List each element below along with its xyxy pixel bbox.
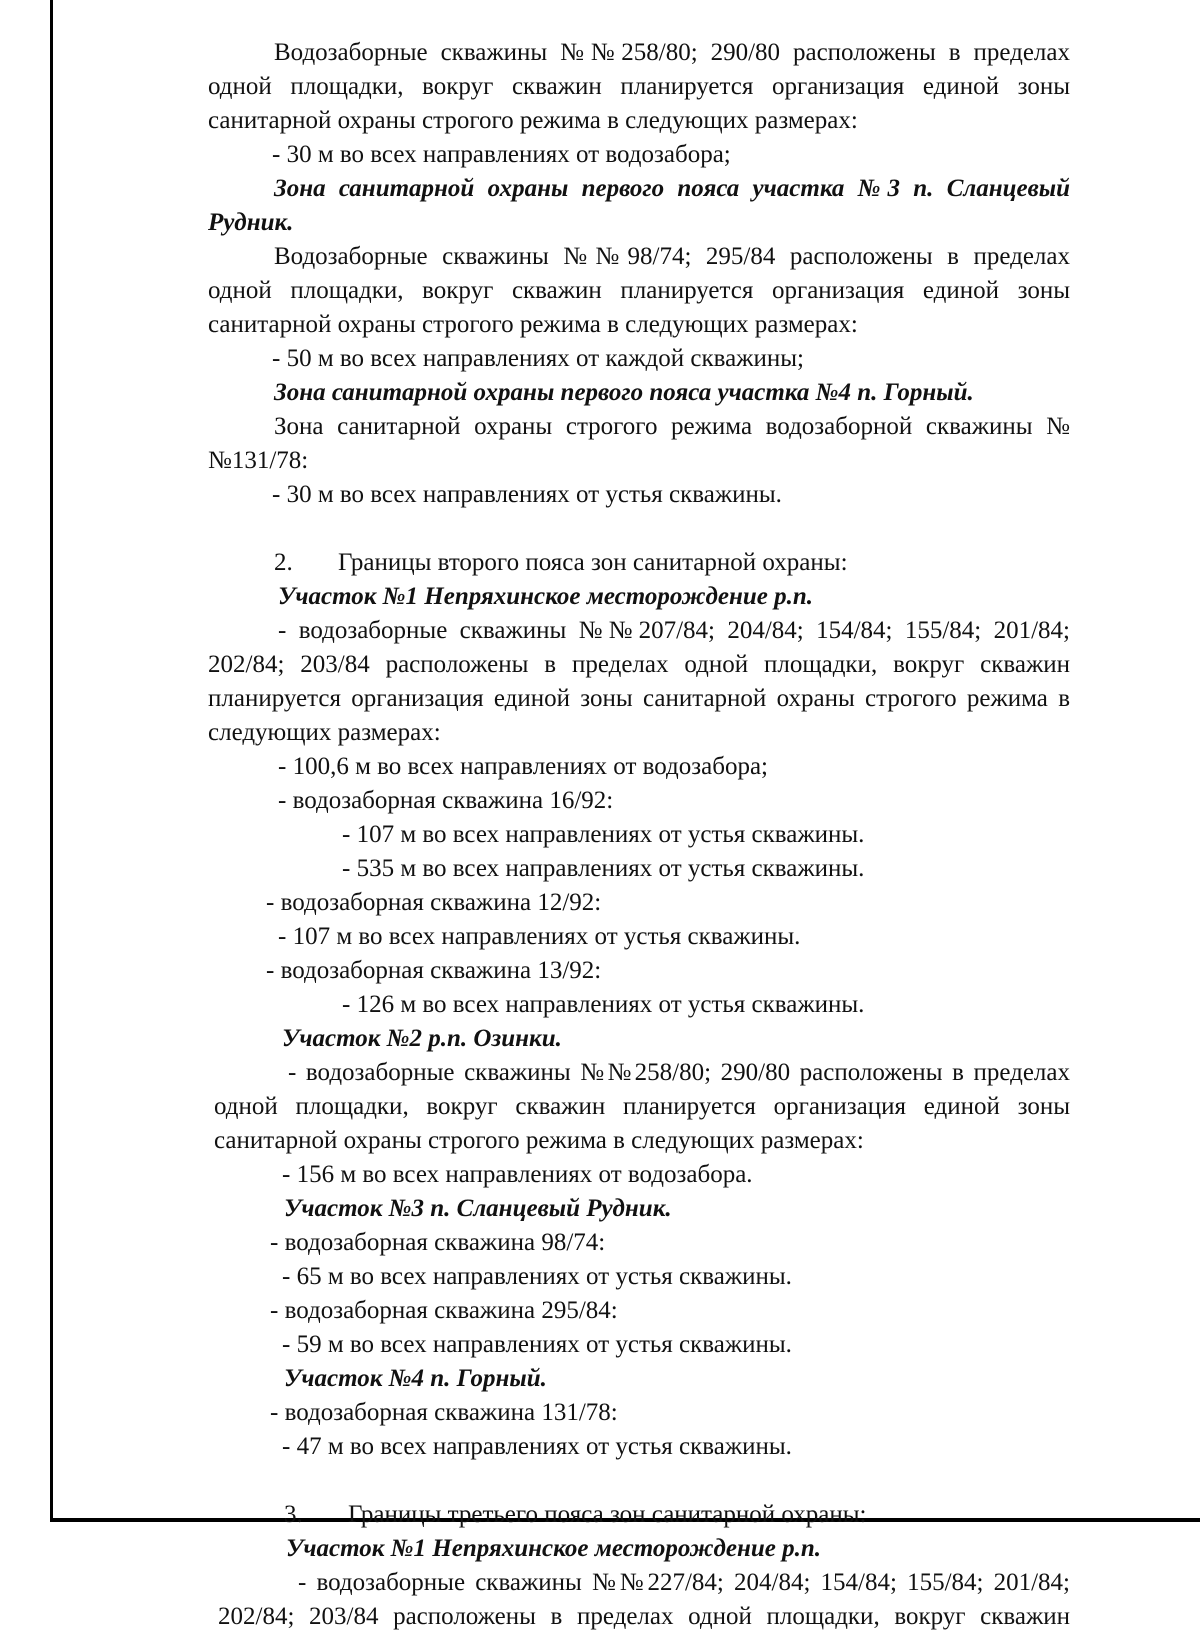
list-item-50m: - 50 м во всех направлениях от каждой скважины; <box>272 345 804 372</box>
heading-zone1-site4: Зона санитарной охраны первого пояса участка №4 п. Горный. <box>274 379 974 406</box>
heading-zone2-site1: Участок №1 Непряхинское месторождение р.п. <box>278 583 814 610</box>
paragraph-zone2-site1-wells: - водозаборные скважины №№207/84; 204/84; 154/84; 155/84; 201/84; 202/84; 203/84 расположены в пределах одной площадки, вокруг скважин планируется организация единой зоны санитарной охраны строгого режима в следующих размерах: <box>208 617 1070 746</box>
heading-zone2-site2: Участок №2 р.п. Озинки. <box>282 1025 562 1052</box>
heading-zone2-site4: Участок №4 п. Горный. <box>284 1365 547 1392</box>
list-item-well-16-92: - водозаборная скважина 16/92: <box>278 787 614 814</box>
list-item-well-12-92: - водозаборная скважина 12/92: <box>266 889 602 916</box>
heading-zone2-site3: Участок №3 п. Сланцевый Рудник. <box>284 1195 672 1222</box>
list-subitem-59m: - 59 м во всех направлениях от устья скважины. <box>282 1331 792 1358</box>
section-number: 2. <box>274 549 293 576</box>
list-subitem-535m: - 535 м во всех направлениях от устья скважины. <box>342 855 865 882</box>
paragraph-well-131: Зона санитарной охраны строгого режима водозаборной скважины №№131/78: <box>208 413 1070 474</box>
list-item-30m: - 30 м во всех направлениях от водозабора; <box>272 141 731 168</box>
list-item-well-295-84: - водозаборная скважина 295/84: <box>270 1297 618 1324</box>
list-subitem-65m: - 65 м во всех направлениях от устья скважины. <box>282 1263 792 1290</box>
list-item-well-98-74: - водозаборная скважина 98/74: <box>270 1229 606 1256</box>
list-item-156m: - 156 м во всех направлениях от водозабора. <box>282 1161 753 1188</box>
paragraph-zone3-site1-wells: - водозаборные скважины №№227/84; 204/84; 154/84; 155/84; 201/84; 202/84; 203/84 расположены в пределах одной площадки, вокруг скважин <box>218 1569 1070 1630</box>
scan-border-left <box>50 0 53 1520</box>
list-subitem-126m: - 126 м во всех направлениях от устья скважины. <box>342 991 865 1018</box>
spacer <box>208 512 1070 546</box>
document-page <box>208 36 1070 1634</box>
section-title: Границы третьего пояса зон санитарной охраны: <box>348 1501 867 1528</box>
spacer <box>208 1464 1070 1498</box>
heading-zone1-site3: Зона санитарной охраны первого пояса участка №3 п. Сланцевый Рудник. <box>208 175 1070 236</box>
section-title: Границы второго пояса зон санитарной охраны: <box>338 549 848 576</box>
list-subitem-107m: - 107 м во всех направлениях от устья скважины. <box>342 821 865 848</box>
list-item-well-131-78: - водозаборная скважина 131/78: <box>270 1399 618 1426</box>
paragraph-wells-258-290: Водозаборные скважины №№258/80; 290/80 расположены в пределах одной площадки, вокруг скважин планируется организация единой зоны санитарной охраны строгого режима в следующих размерах: <box>208 39 1070 134</box>
section-heading-3 <box>208 1498 1070 1532</box>
section-heading-2 <box>208 546 1070 580</box>
section-number: 3. <box>284 1501 303 1528</box>
list-subitem-47m: - 47 м во всех направлениях от устья скважины. <box>282 1433 792 1460</box>
list-item-30m-wellhead: - 30 м во всех направлениях от устья скважины. <box>272 481 782 508</box>
paragraph-zone2-site2-wells: - водозаборные скважины №№258/80; 290/80 расположены в пределах одной площадки, вокруг скважин планируется организация единой зоны санитарной охраны строгого режима в следующих размерах: <box>214 1059 1070 1154</box>
list-item-well-13-92: - водозаборная скважина 13/92: <box>266 957 602 984</box>
list-item-100-6m: - 100,6 м во всех направлениях от водозабора; <box>278 753 768 780</box>
heading-zone3-site1: Участок №1 Непряхинское месторождение р.п. <box>286 1535 822 1562</box>
paragraph-wells-98-295: Водозаборные скважины №№98/74; 295/84 расположены в пределах одной площадки, вокруг скважин планируется организация единой зоны санитарной охраны строгого режима в следующих размерах: <box>208 243 1070 338</box>
list-subitem-107m-b: - 107 м во всех направлениях от устья скважины. <box>278 923 801 950</box>
